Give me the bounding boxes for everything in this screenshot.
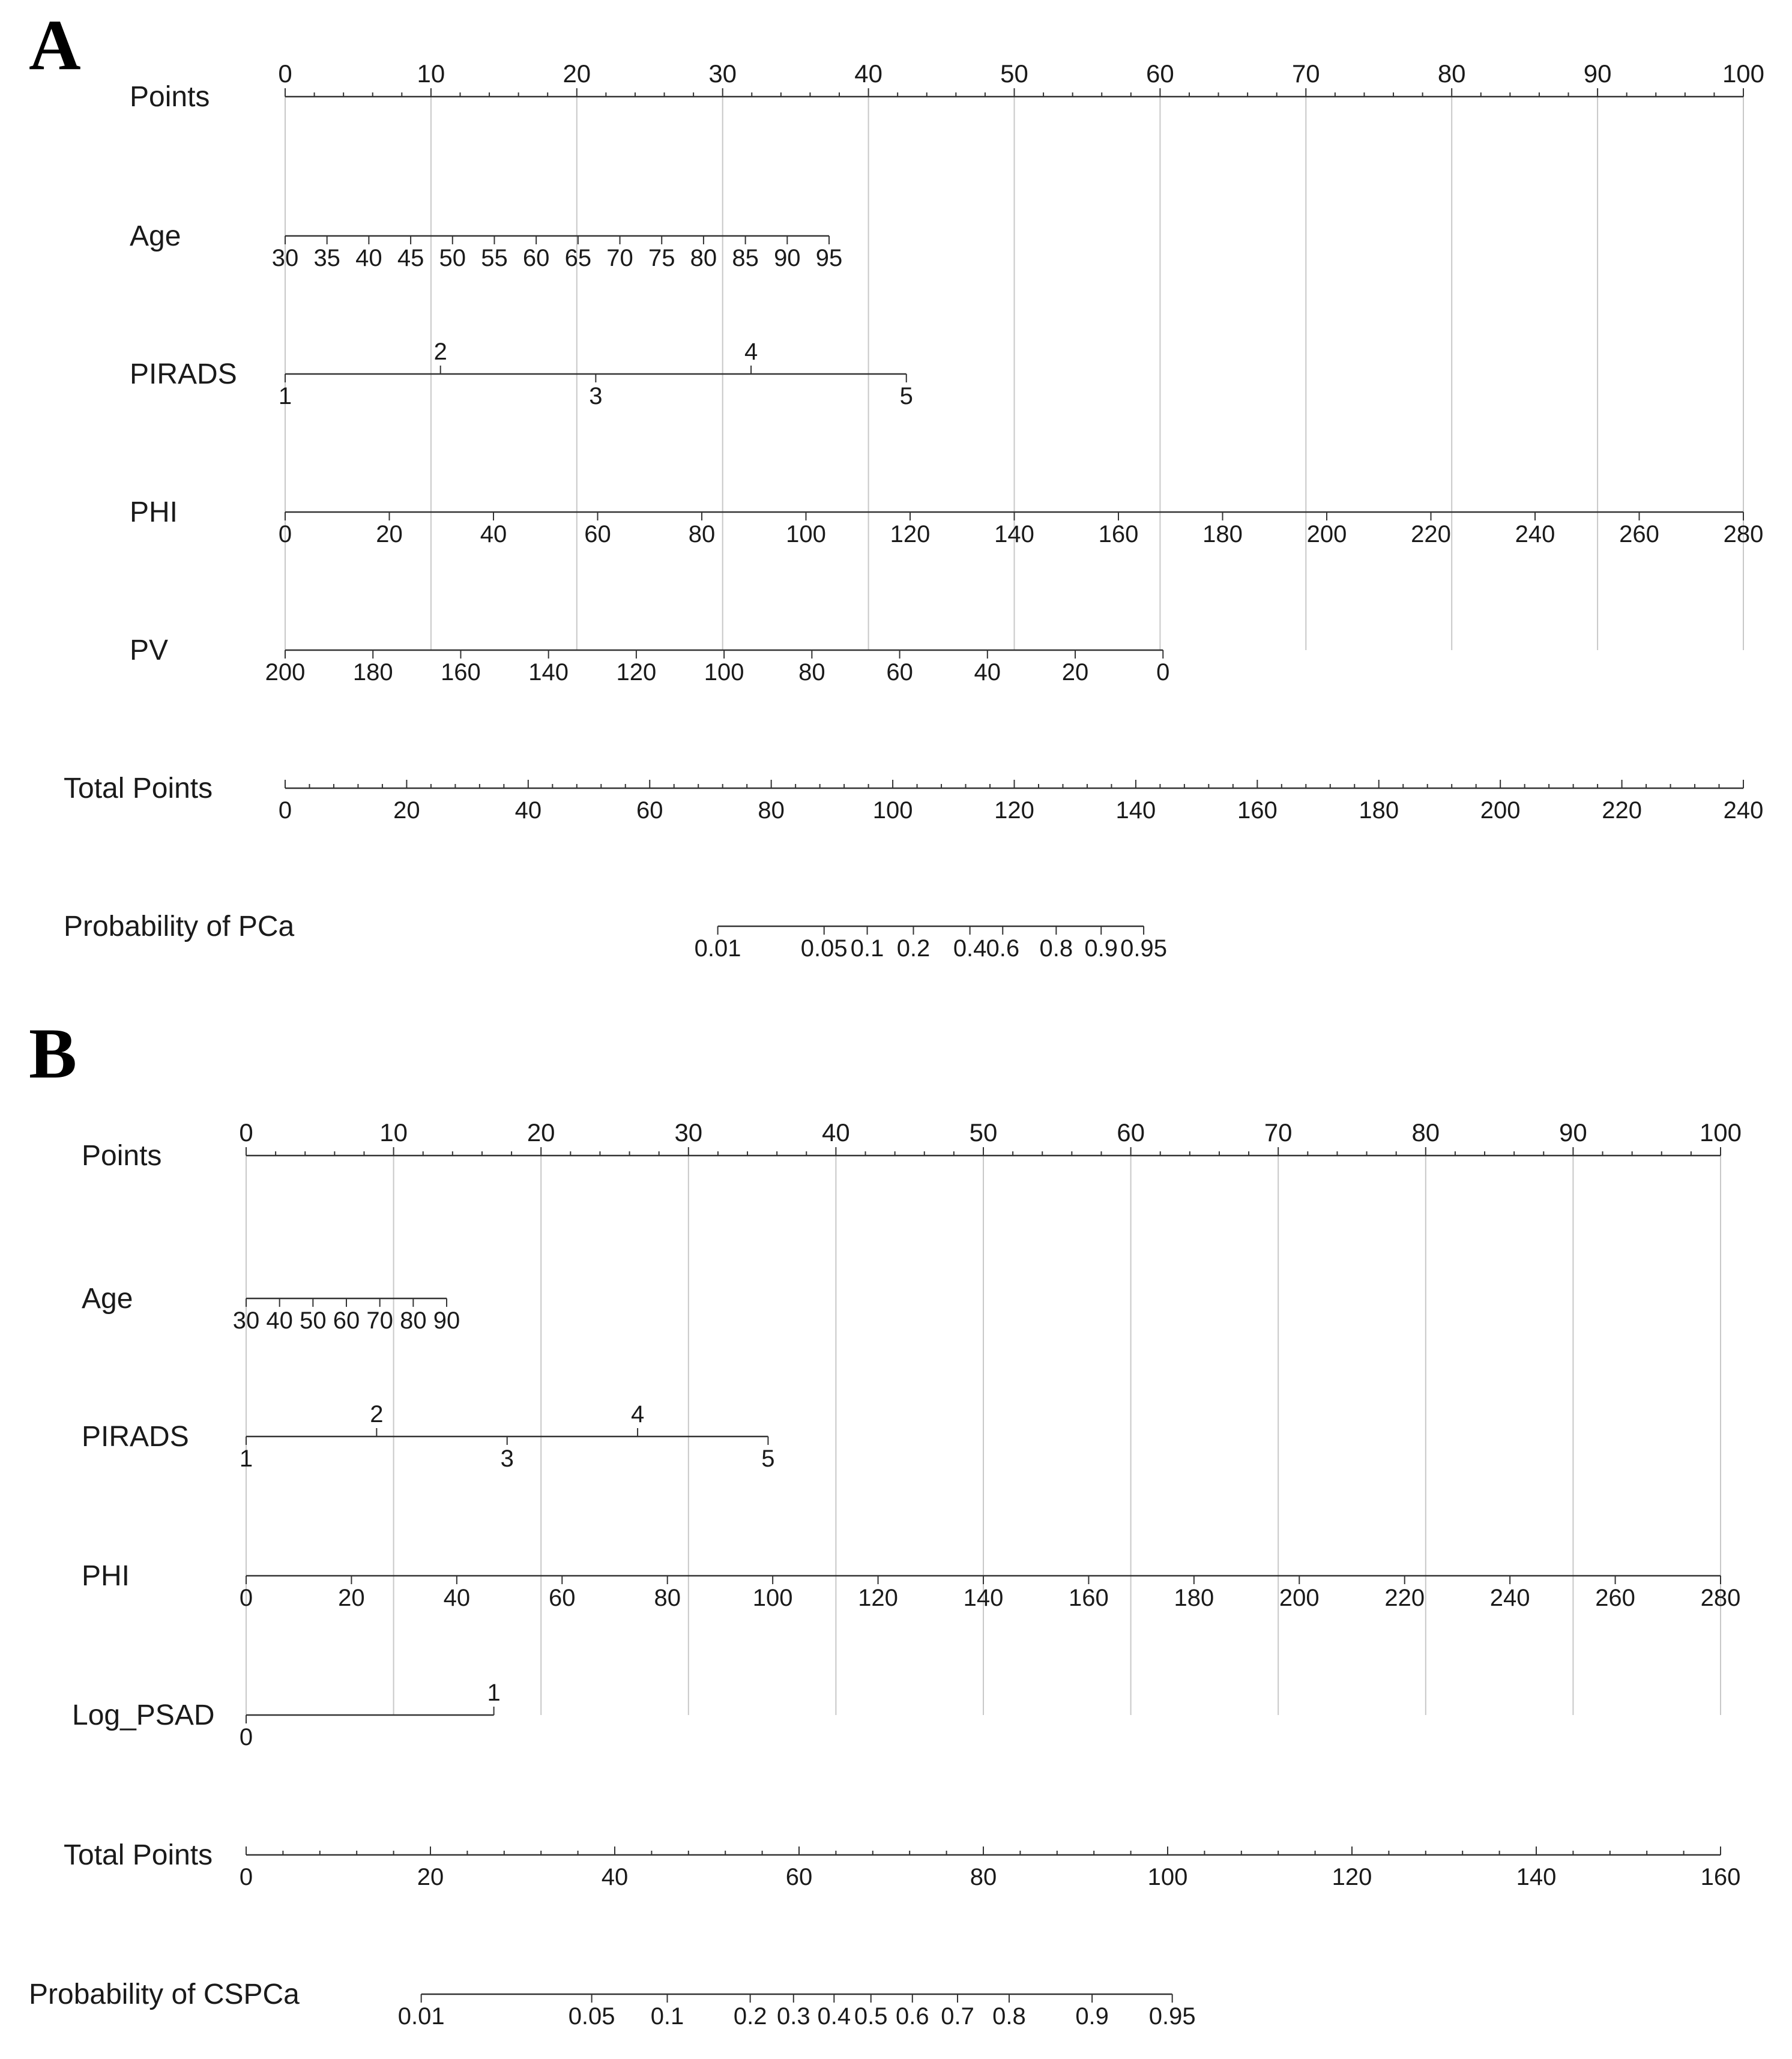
tick-label-phi-100: 100 <box>786 521 826 547</box>
scale-name-total-points: Total Points <box>64 1839 213 1871</box>
scale-probability-of-cspca <box>29 1979 1196 2030</box>
tick-label-age-45: 45 <box>397 245 424 271</box>
scale-probability-of-pca <box>64 911 1167 962</box>
tick-label-age-40: 40 <box>266 1307 293 1334</box>
tick-label-total-points-20: 20 <box>393 797 420 824</box>
tick-label-total-points-100: 100 <box>1147 1864 1188 1890</box>
tick-label-pv-0: 0 <box>1156 659 1170 686</box>
tick-label-age-35: 35 <box>313 245 340 271</box>
tick-label-probability-of-cspca-0-1: 0.1 <box>650 2003 684 2030</box>
scale-points <box>130 59 1764 113</box>
scale-name-log-psad: Log_PSAD <box>72 1699 215 1731</box>
scale-age <box>130 220 842 271</box>
tick-label-total-points-140: 140 <box>1115 797 1156 824</box>
tick-label-log-psad-1: 1 <box>487 1680 501 1706</box>
tick-label-probability-of-cspca-0-01: 0.01 <box>397 2003 445 2030</box>
tick-label-phi-260: 260 <box>1595 1585 1635 1611</box>
tick-label-points-30: 30 <box>708 59 737 88</box>
scale-name-probability-of-pca: Probability of PCa <box>64 911 295 942</box>
tick-label-points-90: 90 <box>1559 1118 1587 1147</box>
scale-log-psad <box>72 1680 501 1750</box>
tick-label-total-points-40: 40 <box>601 1864 629 1890</box>
tick-label-pirads-2: 2 <box>433 339 447 365</box>
tick-label-phi-120: 120 <box>890 521 931 547</box>
tick-label-points-40: 40 <box>822 1118 850 1147</box>
tick-label-points-60: 60 <box>1117 1118 1145 1147</box>
tick-label-phi-0: 0 <box>239 1585 253 1611</box>
tick-label-pv-160: 160 <box>441 659 481 686</box>
tick-label-probability-of-pca-0-95: 0.95 <box>1120 935 1168 962</box>
scale-name-phi: PHI <box>130 496 178 528</box>
tick-label-probability-of-pca-0-6: 0.6 <box>986 935 1020 962</box>
tick-label-phi-280: 280 <box>1723 521 1764 547</box>
tick-label-points-60: 60 <box>1146 59 1174 88</box>
scale-name-points: Points <box>130 81 210 113</box>
scale-pirads <box>130 339 913 409</box>
scale-name-age: Age <box>130 220 181 252</box>
tick-label-total-points-100: 100 <box>872 797 913 824</box>
tick-label-total-points-40: 40 <box>514 797 542 824</box>
tick-label-total-points-200: 200 <box>1480 797 1521 824</box>
tick-label-phi-60: 60 <box>549 1585 576 1611</box>
scale-name-probability-of-cspca: Probability of CSPCa <box>29 1979 300 2010</box>
tick-label-phi-0: 0 <box>278 521 292 547</box>
tick-label-age-40: 40 <box>355 245 382 271</box>
tick-label-pv-120: 120 <box>616 659 657 686</box>
tick-label-pv-60: 60 <box>886 659 913 686</box>
tick-label-pirads-3: 3 <box>500 1446 514 1472</box>
tick-label-total-points-0: 0 <box>278 797 292 824</box>
tick-label-total-points-160: 160 <box>1237 797 1278 824</box>
tick-label-phi-220: 220 <box>1411 521 1451 547</box>
scale-phi <box>130 496 1763 547</box>
tick-label-pv-80: 80 <box>798 659 825 686</box>
tick-label-points-10: 10 <box>379 1118 408 1147</box>
tick-label-total-points-60: 60 <box>785 1864 813 1890</box>
tick-label-age-30: 30 <box>232 1307 260 1334</box>
tick-label-age-80: 80 <box>690 245 717 271</box>
tick-label-probability-of-cspca-0-7: 0.7 <box>941 2003 974 2030</box>
tick-label-total-points-180: 180 <box>1359 797 1399 824</box>
tick-label-age-90: 90 <box>774 245 801 271</box>
scale-name-total-points: Total Points <box>64 773 213 804</box>
tick-label-probability-of-cspca-0-6: 0.6 <box>896 2003 929 2030</box>
tick-label-points-0: 0 <box>239 1118 253 1147</box>
scale-pirads <box>82 1401 775 1472</box>
tick-label-phi-80: 80 <box>654 1585 681 1611</box>
tick-label-phi-220: 220 <box>1384 1585 1425 1611</box>
tick-label-age-90: 90 <box>433 1307 460 1334</box>
scale-name-pv: PV <box>130 635 169 666</box>
scale-name-age: Age <box>82 1283 133 1315</box>
tick-label-pirads-4: 4 <box>744 339 758 365</box>
scale-points <box>82 1118 1742 1172</box>
tick-label-phi-180: 180 <box>1202 521 1243 547</box>
tick-label-probability-of-pca-0-9: 0.9 <box>1084 935 1118 962</box>
tick-label-probability-of-cspca-0-9: 0.9 <box>1075 2003 1109 2030</box>
tick-label-age-65: 65 <box>564 245 592 271</box>
tick-label-points-20: 20 <box>526 1118 555 1147</box>
tick-label-phi-40: 40 <box>480 521 507 547</box>
tick-label-total-points-120: 120 <box>1332 1864 1372 1890</box>
tick-label-points-80: 80 <box>1437 59 1466 88</box>
scale-name-points: Points <box>82 1140 162 1172</box>
tick-label-phi-120: 120 <box>858 1585 898 1611</box>
tick-label-probability-of-pca-0-1: 0.1 <box>850 935 884 962</box>
tick-label-probability-of-cspca-0-3: 0.3 <box>776 2003 810 2030</box>
tick-label-points-80: 80 <box>1411 1118 1440 1147</box>
tick-label-age-70: 70 <box>366 1307 393 1334</box>
scale-name-phi: PHI <box>82 1560 130 1592</box>
tick-label-probability-of-cspca-0-2: 0.2 <box>733 2003 767 2030</box>
tick-label-age-80: 80 <box>400 1307 427 1334</box>
tick-label-pirads-1: 1 <box>239 1446 253 1472</box>
tick-label-age-75: 75 <box>648 245 675 271</box>
scale-age <box>82 1283 460 1334</box>
tick-label-age-70: 70 <box>606 245 633 271</box>
tick-label-phi-200: 200 <box>1279 1585 1320 1611</box>
tick-label-pirads-5: 5 <box>899 383 913 409</box>
tick-label-pirads-4: 4 <box>630 1401 645 1427</box>
scale-total-points <box>64 1839 1740 1890</box>
tick-label-points-90: 90 <box>1583 59 1612 88</box>
scale-total-points <box>64 773 1763 824</box>
tick-label-age-55: 55 <box>481 245 508 271</box>
tick-label-total-points-0: 0 <box>239 1864 253 1890</box>
tick-label-probability-of-pca-0-01: 0.01 <box>694 935 741 962</box>
tick-label-probability-of-pca-0-05: 0.05 <box>800 935 848 962</box>
tick-label-phi-80: 80 <box>688 521 716 547</box>
tick-label-age-50: 50 <box>439 245 466 271</box>
tick-label-phi-240: 240 <box>1489 1585 1530 1611</box>
tick-label-pirads-1: 1 <box>278 383 292 409</box>
tick-label-age-60: 60 <box>522 245 550 271</box>
panel-letter-b: B <box>29 1013 77 1093</box>
tick-label-pirads-5: 5 <box>761 1446 775 1472</box>
scale-name-pirads: PIRADS <box>130 358 237 390</box>
tick-label-phi-100: 100 <box>752 1585 793 1611</box>
tick-label-total-points-240: 240 <box>1723 797 1764 824</box>
tick-label-phi-200: 200 <box>1306 521 1347 547</box>
tick-label-probability-of-pca-0-2: 0.2 <box>896 935 931 962</box>
tick-label-total-points-140: 140 <box>1516 1864 1557 1890</box>
tick-label-pirads-3: 3 <box>589 383 603 409</box>
scale-name-pirads: PIRADS <box>82 1421 189 1453</box>
tick-label-total-points-120: 120 <box>994 797 1034 824</box>
tick-label-points-10: 10 <box>417 59 445 88</box>
tick-label-pv-180: 180 <box>352 659 393 686</box>
tick-label-age-30: 30 <box>271 245 299 271</box>
tick-label-phi-160: 160 <box>1069 1585 1109 1611</box>
scale-phi <box>82 1560 1740 1611</box>
tick-label-probability-of-cspca-0-5: 0.5 <box>854 2003 888 2030</box>
tick-label-age-85: 85 <box>732 245 759 271</box>
tick-label-log-psad-0: 0 <box>239 1724 253 1750</box>
tick-label-phi-40: 40 <box>443 1585 471 1611</box>
tick-label-phi-160: 160 <box>1098 521 1139 547</box>
tick-label-points-50: 50 <box>969 1118 998 1147</box>
tick-label-points-100: 100 <box>1722 59 1765 88</box>
tick-label-age-60: 60 <box>333 1307 360 1334</box>
tick-label-total-points-80: 80 <box>970 1864 997 1890</box>
tick-label-phi-20: 20 <box>376 521 403 547</box>
grid-lines <box>246 1156 1721 1715</box>
tick-label-pv-200: 200 <box>265 659 306 686</box>
tick-label-phi-140: 140 <box>994 521 1034 547</box>
tick-label-probability-of-cspca-0-05: 0.05 <box>568 2003 615 2030</box>
tick-label-total-points-220: 220 <box>1602 797 1642 824</box>
panel-a <box>29 5 1764 962</box>
tick-label-points-0: 0 <box>278 59 292 88</box>
tick-label-points-50: 50 <box>1000 59 1028 88</box>
tick-label-pv-20: 20 <box>1061 659 1089 686</box>
tick-label-points-70: 70 <box>1264 1118 1293 1147</box>
tick-label-age-95: 95 <box>815 245 843 271</box>
tick-label-probability-of-cspca-0-4: 0.4 <box>817 2003 851 2030</box>
tick-label-total-points-60: 60 <box>636 797 663 824</box>
panel-letter-a: A <box>29 5 81 85</box>
tick-label-total-points-160: 160 <box>1700 1864 1741 1890</box>
tick-label-phi-180: 180 <box>1174 1585 1214 1611</box>
tick-label-total-points-80: 80 <box>758 797 785 824</box>
panel-b <box>29 1013 1742 2030</box>
tick-label-points-40: 40 <box>854 59 882 88</box>
tick-label-phi-20: 20 <box>338 1585 365 1611</box>
tick-label-probability-of-pca-0-4: 0.4 <box>953 935 987 962</box>
tick-label-phi-60: 60 <box>584 521 611 547</box>
tick-label-points-100: 100 <box>1699 1118 1742 1147</box>
tick-label-probability-of-cspca-0-8: 0.8 <box>992 2003 1026 2030</box>
tick-label-probability-of-cspca-0-95: 0.95 <box>1148 2003 1196 2030</box>
tick-label-age-50: 50 <box>300 1307 327 1334</box>
tick-label-points-70: 70 <box>1291 59 1320 88</box>
tick-label-pv-100: 100 <box>704 659 744 686</box>
tick-label-total-points-20: 20 <box>417 1864 444 1890</box>
tick-label-phi-240: 240 <box>1515 521 1555 547</box>
tick-label-pv-40: 40 <box>974 659 1001 686</box>
tick-label-pv-140: 140 <box>528 659 569 686</box>
tick-label-phi-280: 280 <box>1700 1585 1741 1611</box>
tick-label-points-30: 30 <box>674 1118 703 1147</box>
tick-label-phi-140: 140 <box>963 1585 1004 1611</box>
tick-label-points-20: 20 <box>563 59 591 88</box>
tick-label-probability-of-pca-0-8: 0.8 <box>1039 935 1073 962</box>
tick-label-phi-260: 260 <box>1619 521 1659 547</box>
tick-label-pirads-2: 2 <box>370 1401 384 1427</box>
